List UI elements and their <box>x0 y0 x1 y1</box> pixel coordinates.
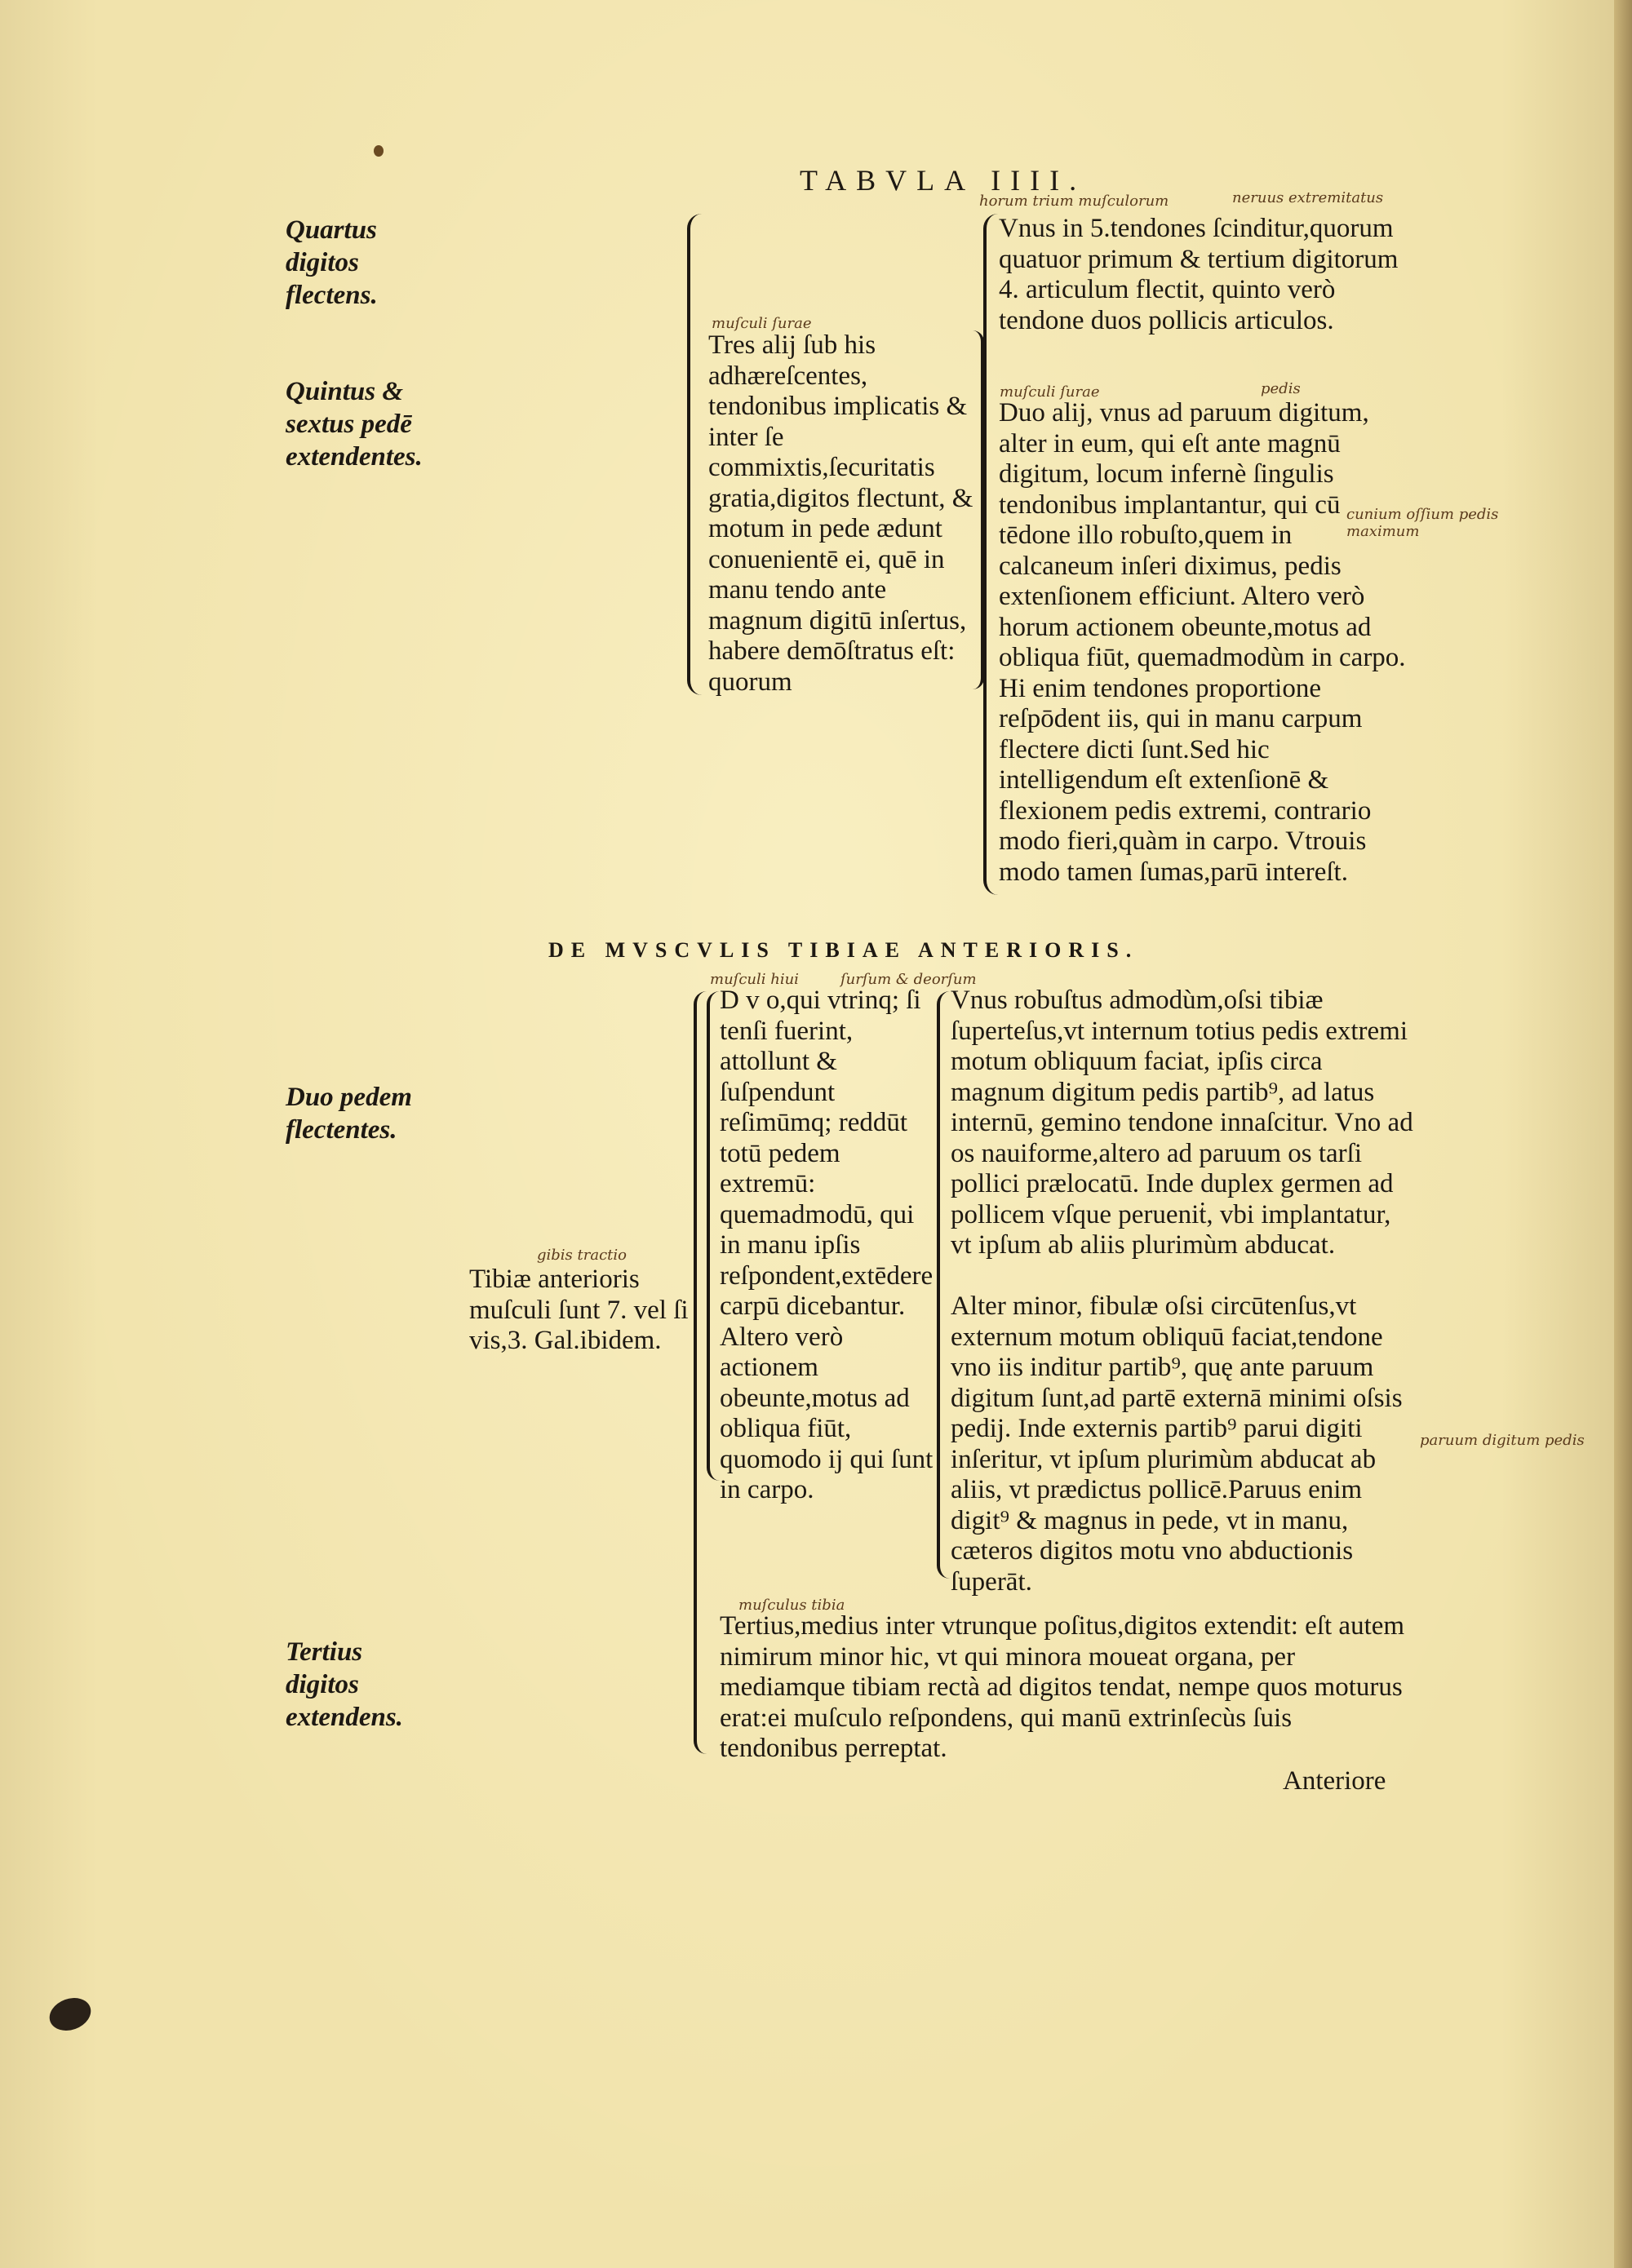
brace-right-block1 <box>983 214 998 895</box>
catchword: Anteriore <box>1283 1766 1386 1796</box>
annotation: neruus extremitatus <box>1232 189 1384 206</box>
brace-left-block1 <box>687 214 702 695</box>
brace-outer-block2 <box>694 991 707 1754</box>
page-title: TABVLA IIII. <box>800 164 1087 197</box>
page-edge <box>1614 0 1632 2268</box>
brace-middle-block2 <box>707 991 720 1481</box>
ink-blot <box>374 145 384 157</box>
paragraph-tres-alij: Tres alij ſub his adhæreſcentes, tendonibus implicatis & inter ſe commixtis,ſecuritatis gratia,digitos flectunt, & motum in pede ædunt conuenientē ei, quē in manu tendo ante magnum digitū inſertus, habere demōſtratus eſt: quorum <box>708 330 973 697</box>
ink-blot <box>45 1992 95 2035</box>
margin-note-quartus: Quartus digitos flectens. <box>286 215 378 310</box>
annotation: ſurſum & deorſum <box>840 971 977 988</box>
annotation: paruum digitum pedis <box>1420 1432 1585 1449</box>
annotation: muſculus tibia <box>738 1597 845 1614</box>
note-tibiae-anterioris: Tibiæ anterioris muſculi ſunt 7. vel ſi vis,3. Gal.ibidem. <box>469 1265 689 1355</box>
paragraph-duo-alij: Duo alij, vnus ad paruum digitum, alter in eum, qui eſt ante magnū digitum, locum infernè ſingulis tendonibus implantantur, qui cū tēdone illo robuſto,quem in calcaneum inſeri diximus, pedis extenſionem efficiunt. Altero verò horum actionem obeunte,motus ad obliqua fiūt, quemadmodùm in carpo. Hi enim tendones proportione reſpōdent iis, qui in manu carpum flectere dicti ſunt.Sed hic intelligendum eſt extenſionē & flexionem pedis extremi, contrario modo fieri,quàm in carpo. Vtrouis modo tamen ſumas,parū intereſt. <box>999 398 1406 887</box>
annotation: cunium oſſium pedis maximum <box>1346 506 1499 540</box>
annotation: muſculi hiui <box>710 971 799 988</box>
margin-note-tertius: Tertius digitos extendens. <box>286 1637 403 1732</box>
annotation: muſculi ſurae <box>1000 383 1100 401</box>
paragraph-tertius-medius: Tertius,medius inter vtrunque poſitus,digitos extendit: eſt autem nimirum minor hic, vt qui minora moueat organa, per mediamque tibiam rectà ad digitos tendat, nempe quos moturus erat:ei muſculo reſpondens, qui manū extrinſecùs ſuis tendonibus perreptat. <box>720 1611 1405 1763</box>
paragraph-vnus-in-5: Vnus in 5.tendones ſcinditur,quorum quatuor primum & tertium digitorum 4. articulum flectit, quinto verò tendone duos pollicis articulos. <box>999 214 1399 335</box>
brace-right-block2 <box>937 991 950 1579</box>
paragraph-alter-minor: Alter minor, fibulæ oſsi circūtenſus,vt externum motum obliquū faciat,tendone vno iis inditur partib⁹, quę ante paruum digitum ſunt,ad partē externā minimi oſsis pedij. Inde externis partib⁹ parui digiti inſeritur, vt ipſum plurimùm abducat ab aliis, vt prædictus pollicē.Paruus enim digit⁹ & magnus in pede, vt in manu, cæteros digitos motu vno abductionis ſuperāt. <box>951 1291 1403 1597</box>
annotation: pedis <box>1261 380 1301 397</box>
brace-mid-block1 <box>973 330 984 689</box>
paragraph-duo-qui-vtrinq: D v o,qui vtrinq; ſi tenſi fuerint, attollunt & ſuſpendunt reſimūmq; reddūt totū pedem extremū: quemadmodū, qui in manu ipſis reſpondent,extēdere carpū dicebantur. Altero verò actionem obeunte,motus ad obliqua fiūt, quomodo ij qui ſunt in carpo. <box>720 986 934 1504</box>
section-title: DE MVSCVLIS TIBIAE ANTERIORIS. <box>548 938 1139 962</box>
margin-note-quintus: Quintus & sextus pedē extendentes. <box>286 377 423 472</box>
annotation: gibis tractio <box>537 1247 627 1264</box>
annotation: horum trium muſculorum <box>979 193 1169 210</box>
annotation: muſculi ſurae <box>712 315 812 332</box>
margin-note-duo: Duo pedem flectentes. <box>286 1083 412 1145</box>
paragraph-vnus-robustus: Vnus robuſtus admodùm,oſsi tibiæ ſuperteſus,vt internum totius pedis extremi motum obliquum faciat, ipſis circa magnum digitum pedis partib⁹, ad latus internū, gemino tendone innaſcitur. Vno ad os nauiforme,altero ad paruum os tarſi pollici prælocatū. Inde duplex germen ad pollicem vſque perueniṫ, vbi implantatur, vt ipſum ab aliis plurimùm abducat. <box>951 986 1413 1260</box>
